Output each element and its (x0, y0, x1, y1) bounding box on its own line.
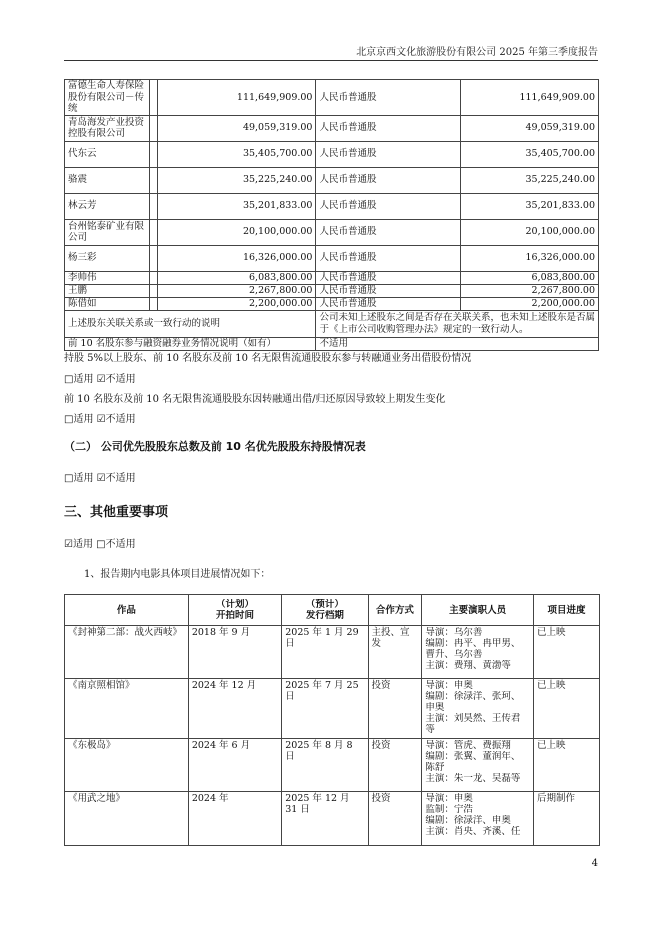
shareholder-name: 富德生命人寿保险股份有限公司－传统 (65, 80, 150, 116)
film-release: 2025 年 8 月 8 日 (282, 739, 368, 792)
film-progress: 已上映 (533, 626, 599, 679)
page-header: 北京京西文化旅游股份有限公司 2025 年第三季度报告 (356, 47, 598, 58)
header-start: （计划） 开拍时间 (188, 595, 281, 626)
table-row (65, 219, 599, 245)
share-type: 人民币普通股 (316, 284, 461, 297)
table-header-row (65, 595, 600, 626)
table-row (65, 193, 599, 219)
film-progress: 已上映 (533, 679, 599, 739)
film-work: 《东极岛》 (65, 739, 189, 792)
table-row (65, 271, 599, 284)
film-start: 2024 年 6 月 (188, 739, 281, 792)
film-progress: 后期制作 (533, 792, 599, 846)
film-mode: 投资 (368, 679, 422, 739)
share-count: 35,201,833.00 (461, 193, 599, 219)
share-count: 2,267,800.00 (461, 284, 599, 297)
shareholder-name: 骆震 (65, 167, 150, 193)
other-matters-heading: 三、其他重要事项 (64, 505, 169, 520)
table-row (65, 679, 600, 739)
share-type: 人民币普通股 (316, 80, 461, 116)
table-row (65, 141, 599, 167)
film-release: 2025 年 7 月 25 日 (282, 679, 368, 739)
table-row (65, 115, 599, 141)
share-type: 人民币普通股 (316, 219, 461, 245)
table-row (65, 792, 600, 846)
table-row (65, 80, 599, 116)
shareholder-name: 王鹏 (65, 284, 150, 297)
film-work: 《南京照相馆》 (65, 679, 189, 739)
film-work: 《用武之地》 (65, 792, 189, 846)
shareholder-name: 台州铭泰矿业有限公司 (65, 219, 150, 245)
page-number: 4 (591, 858, 598, 869)
shareholders-table (64, 79, 599, 351)
table-row (65, 284, 599, 297)
shareholder-name: 代东云 (65, 141, 150, 167)
table-row (65, 739, 600, 792)
film-cast: 导演：乌尔善 编剧：冉平、冉甲男、 曹升、乌尔善 主演：费翔、黄渤等 (422, 626, 534, 679)
share-type: 人民币普通股 (316, 271, 461, 284)
film-cast: 导演：申奥 编剧：徐渌洋、张珂、 申奥 主演：刘昊然、王传君 等 (422, 679, 534, 739)
header-cast: 主要演职人员 (422, 595, 534, 626)
share-type: 人民币普通股 (316, 167, 461, 193)
securities-lending-text: 持股 5%以上股东、前 10 名股东及前 10 名无限售流通股股东参与转融通业务出借股份情况 (64, 353, 472, 364)
margin-label: 前 10 名股东参与融资融券业务情况说明（如有） (65, 337, 316, 350)
shares-held: 2,267,800.00 (157, 284, 315, 297)
film-cast: 导演：管虎、费振翔 编剧：张翼、董润年、 陈舒 主演：朱一龙、吴磊等 (422, 739, 534, 792)
securities-lending-check: □适用 ☑不适用 (64, 374, 136, 385)
film-start: 2024 年 (188, 792, 281, 846)
film-work: 《封神第二部：战火西岐》 (65, 626, 189, 679)
share-type: 人民币普通股 (316, 297, 461, 310)
film-release: 2025 年 1 月 29 日 (282, 626, 368, 679)
preferred-shares-check: □适用 ☑不适用 (64, 473, 136, 484)
film-projects-table (64, 594, 600, 846)
shares-held: 35,225,240.00 (157, 167, 315, 193)
lending-change-text: 前 10 名股东及前 10 名无限售流通股股东因转融通出借/归还原因导致较上期发生变化 (64, 394, 446, 405)
film-mode: 主投、宣发 (368, 626, 422, 679)
film-progress: 已上映 (533, 739, 599, 792)
shares-held: 35,201,833.00 (157, 193, 315, 219)
share-type: 人民币普通股 (316, 193, 461, 219)
shares-held: 35,405,700.00 (157, 141, 315, 167)
shareholder-name: 林云芳 (65, 193, 150, 219)
lending-change-check: □适用 ☑不适用 (64, 414, 136, 425)
table-row (65, 245, 599, 271)
shareholder-name: 青岛海发产业投资控股有限公司 (65, 115, 150, 141)
table-row (65, 626, 600, 679)
share-count: 16,326,000.00 (461, 245, 599, 271)
shares-held: 6,083,800.00 (157, 271, 315, 284)
film-start: 2024 年 12 月 (188, 679, 281, 739)
share-type: 人民币普通股 (316, 245, 461, 271)
shares-held: 16,326,000.00 (157, 245, 315, 271)
film-mode: 投资 (368, 792, 422, 846)
share-count: 49,059,319.00 (461, 115, 599, 141)
share-count: 6,083,800.00 (461, 271, 599, 284)
header-work: 作品 (65, 595, 189, 626)
shareholder-name: 李帅伟 (65, 271, 150, 284)
relation-text: 公司未知上述股东之间是否存在关联关系，也未知上述股东是否属 于《上市公司收购管理办法》规定的一致行动人。 (316, 310, 599, 337)
share-count: 35,405,700.00 (461, 141, 599, 167)
table-row (65, 297, 599, 310)
table-row (65, 310, 599, 337)
film-release: 2025 年 12 月 31 日 (282, 792, 368, 846)
header-divider (64, 60, 598, 61)
shares-held: 49,059,319.00 (157, 115, 315, 141)
share-count: 35,225,240.00 (461, 167, 599, 193)
film-mode: 投资 (368, 739, 422, 792)
preferred-shares-heading: （二） 公司优先股股东总数及前 10 名优先股股东持股情况表 (64, 440, 366, 453)
margin-text: 不适用 (316, 337, 599, 350)
share-type: 人民币普通股 (316, 115, 461, 141)
table-row (65, 167, 599, 193)
header-mode: 合作方式 (368, 595, 422, 626)
shareholder-name: 杨三彩 (65, 245, 150, 271)
shares-held: 20,100,000.00 (157, 219, 315, 245)
share-count: 2,200,000.00 (461, 297, 599, 310)
share-type: 人民币普通股 (316, 141, 461, 167)
shares-held: 111,649,909.00 (157, 80, 315, 116)
share-count: 20,100,000.00 (461, 219, 599, 245)
shareholder-name: 陈借如 (65, 297, 150, 310)
film-cast: 导演：申奥 监制：宁浩 编剧：徐渌洋、申奥 主演：肖央、齐溪、任 (422, 792, 534, 846)
header-release: （预计） 发行档期 (282, 595, 368, 626)
share-count: 111,649,909.00 (461, 80, 599, 116)
film-progress-intro: 1、报告期内电影具体项目进展情况如下： (84, 569, 271, 580)
shares-held: 2,200,000.00 (157, 297, 315, 310)
other-matters-check: ☑适用 □不适用 (64, 539, 136, 550)
relation-label: 上述股东关联关系或一致行动的说明 (65, 310, 316, 337)
header-progress: 项目进度 (533, 595, 599, 626)
film-start: 2018 年 9 月 (188, 626, 281, 679)
